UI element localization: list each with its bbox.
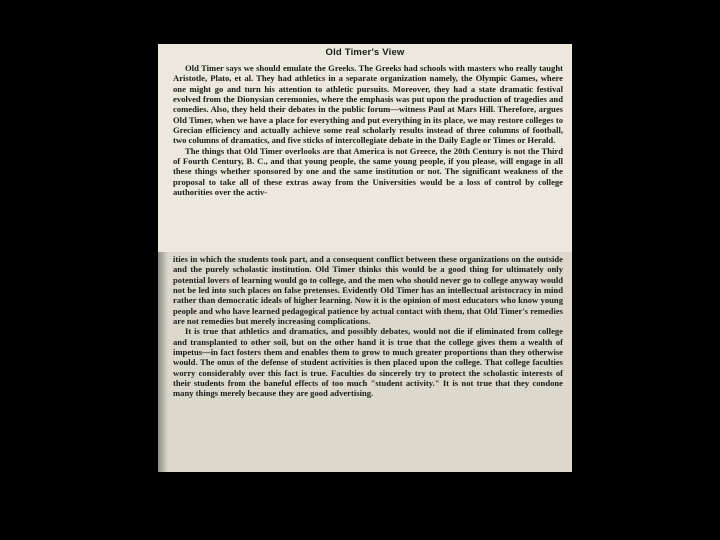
paragraph-2-start: The things that Old Timer overlooks are that America is not Greece, the 20th Century is not the Third of Fourth Century, B. C., and that young people, the same young people, if you please, will engage in all these things whether sponsored by one and the same institution or not. The significant weakness of the proposal to take all of these extras away from the Universities would be a loss of control by college authorities over the activ-	[173, 145, 563, 198]
lower-text-block	[173, 254, 563, 399]
page-curl-shadow	[158, 252, 168, 472]
paragraph-3: It is true that athletics and dramatics, and possibly debates, would not die if eliminated from college and transplanted to other soil, but on the other hand it is true that the college gives them a wealth of impetus—in fact fosters them and enables them to grow to much greater proportions than they otherwise would. The onus of the defense of student activities is then placed upon the college. That college faculties worry considerably over this fact is true. Faculties do sincerely try to protect the scholastic interests of their students from the baneful effects of too much "student activity." It is not true that they condone many things merely because they are good advertising.	[173, 326, 563, 399]
upper-text-block	[173, 63, 563, 197]
paragraph-2-continued: ities in which the students took part, and a consequent conflict between these organizations on the outside and the purely scholastic institution. Old Timer thinks this would be a good thing for ultimately only potential lovers of learning would go to college, and the men who should never go to college anyway would not be led into such places on false pretenses. Evidently Old Timer has an intellectual aristocracy in mind rather than democratic ideals of higher learning. Now it is the opinion of most educators who know young people and who have learned pedagogical patience by actual contact with them, that Old Timer's remedies are not remedies but merely increasing complications.	[173, 254, 563, 327]
upper-page-fragment	[158, 44, 572, 252]
article-title: Old Timer's View	[325, 47, 405, 58]
article-clipping	[158, 44, 572, 472]
paragraph-1: Old Timer says we should emulate the Greeks. The Greeks had schools with masters who really taught Aristotle, Plato, et al. They had athletics in a separate organization namely, the Olympic Games, where one might go and turn his attention to athletic pursuits. Moreover, they had a state dramatic festival evolved from the Dionysian ceremonies, where the emphasis was put upon the production of tragedies and comedies. Also, they held their debates in the public forum—witness Paul at Mars Hill. Therefore, argues Old Timer, when we have a place for everything and put everything in its place, we may restore colleges to Grecian efficiency and actually achieve some real scholarly results instead of three columns of football, two columns of dramatics, and five sticks of intercollegiate debate in the Daily Eagle or Times or Herald.	[173, 63, 563, 146]
